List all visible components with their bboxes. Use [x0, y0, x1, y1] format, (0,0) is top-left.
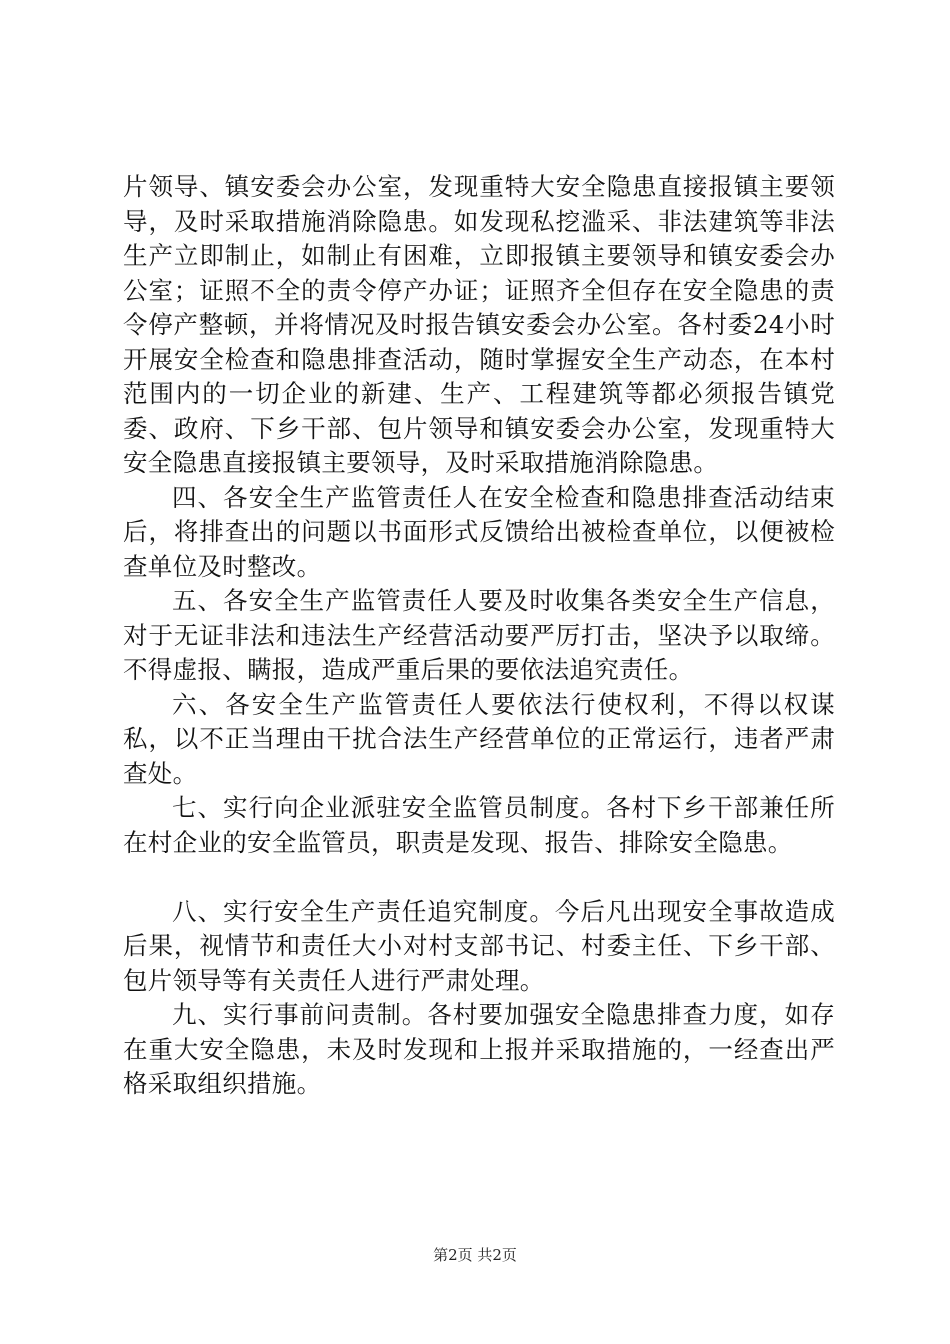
document-body	[123, 170, 835, 1102]
paragraph-item-4: 四、各安全生产监管责任人在安全检查和隐患排查活动结束后，将排查出的问题以书面形式反馈给出被检查单位，以便被检查单位及时整改。	[123, 482, 835, 581]
paragraph-item-9: 九、实行事前问责制。各村要加强安全隐患排查力度，如存在重大安全隐患，未及时发现和上报并采取措施的，一经查出严格采取组织措施。	[123, 1000, 835, 1098]
paragraph-item-6: 六、各安全生产监管责任人要依法行使权利，不得以权谋私，以不正当理由干扰合法生产经营单位的正常运行，违者严肃查处。	[123, 689, 835, 788]
paragraph-continued: 片领导、镇安委会办公室，发现重特大安全隐患直接报镇主要领导，及时采取措施消除隐患。如发现私挖滥采、非法建筑等非法生产立即制止，如制止有困难，立即报镇主要领导和镇安委会办公室；证照不全的责令停产办证；证照齐全但存在安全隐患的责令停产整顿，并将情况及时报告镇安委会办公室。各村委24小时开展安全检查和隐患排查活动，随时掌握安全生产动态，在本村范围内的一切企业的新建、生产、工程建筑等都必须报告镇党委、政府、下乡干部、包片领导和镇安委会办公室，发现重特大安全隐患直接报镇主要领导，及时采取措施消除隐患。	[123, 172, 835, 477]
paragraph-item-7: 七、实行向企业派驻安全监管员制度。各村下乡干部兼任所在村企业的安全监管员，职责是发现、报告、排除安全隐患。	[123, 793, 835, 857]
paragraph-item-8: 八、实行安全生产责任追究制度。今后凡出现安全事故造成后果，视情节和责任大小对村支部书记、村委主任、下乡干部、包片领导等有关责任人进行严肃处理。	[123, 896, 835, 995]
paragraph-item-5: 五、各安全生产监管责任人要及时收集各类安全生产信息，对于无证非法和违法生产经营活动要严厉打击，坚决予以取缔。不得虚报、瞒报，造成严重后果的要依法追究责任。	[123, 586, 835, 684]
page-footer	[0, 1245, 950, 1265]
page-number: 第2页 共2页	[433, 1246, 517, 1264]
